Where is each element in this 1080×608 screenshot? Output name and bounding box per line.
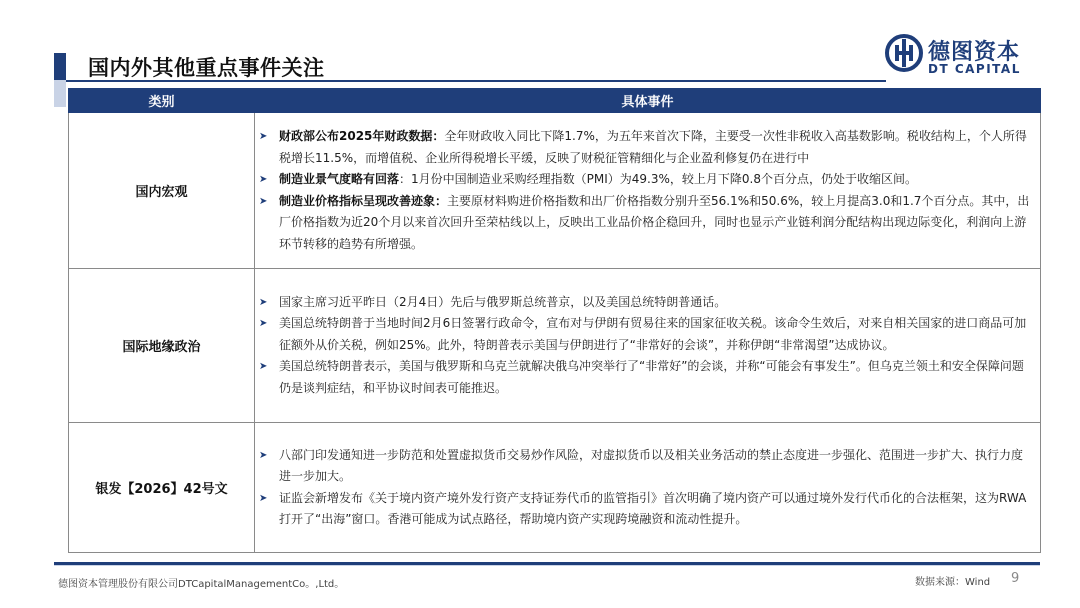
right-arrow-icon: ➤ (259, 195, 268, 207)
row-events (255, 269, 1041, 423)
page-title: 国内外其他重点事件关注 (88, 56, 325, 80)
right-arrow-icon: ➤ (259, 318, 268, 330)
table-header-row (69, 89, 1041, 113)
event-text: ：1月份中国制造业采购经理指数（PMI）为49.3%，较上月下降0.8个百分点，仍处于收缩区间。 (399, 172, 917, 186)
row-category: 国际地缘政治 (69, 269, 255, 423)
footer-divider-light (54, 565, 1040, 566)
table-row (69, 269, 1041, 423)
event-bullet (259, 292, 1032, 314)
event-text: 证监会新增发布《关于境内资产境外发行资产支持证券代币的监管指引》首次明确了境内资产可以通过境外发行代币化的合法框架，这为RWA打开了“出海”窗口。香港可能成为试点路径，帮助境内资产实现跨境融资和流动性提升。 (279, 490, 1027, 526)
event-headline: 财政部公布2025年财政数据： (279, 129, 445, 143)
title-underline (66, 80, 886, 82)
right-arrow-icon: ➤ (259, 449, 268, 461)
row-events (255, 423, 1041, 553)
row-events (255, 113, 1041, 269)
event-bullet (259, 313, 1032, 356)
row-category: 银发【2026】42号文 (69, 423, 255, 553)
table-row (69, 423, 1041, 553)
right-arrow-icon: ➤ (259, 174, 268, 185)
page-number: 9 (1011, 571, 1020, 586)
header-events: 具体事件 (255, 89, 1041, 113)
event-headline: 制造业景气度略有回落 (279, 172, 400, 186)
event-headline: 制造业价格指标呈现改善迹象： (279, 193, 448, 208)
event-bullet (259, 488, 1032, 531)
header-category: 类别 (69, 89, 255, 113)
event-bullet (259, 445, 1032, 488)
event-bullet (259, 356, 1032, 399)
event-bullet (259, 169, 1032, 191)
event-text: 国家主席习近平昨日（2月4日）先后与俄罗斯总统普京，以及美国总统特朗普通话。 (279, 294, 727, 309)
footer-data-source: 数据来源：Wind (915, 577, 991, 588)
right-arrow-icon: ➤ (259, 361, 268, 373)
event-text: 八部门印发通知进一步防范和处置虚拟货币交易炒作风险，对虚拟货币以及相关业务活动的禁止态度进一步强化、范围进一步扩大、执行力度进一步加大。 (279, 447, 1024, 483)
right-arrow-icon: ➤ (259, 131, 268, 142)
event-text: 美国总统特朗普表示，美国与俄罗斯和乌克兰就解决俄乌冲突举行了“非常好”的会谈，并称“可能会有事发生”。但乌克兰领土和安全保障问题仍是谈判症结，和平协议时间表可能推迟。 (279, 359, 1024, 395)
company-logo (884, 33, 1034, 79)
logo-chinese-name: 德图资本 (928, 40, 1021, 65)
event-bullet (259, 126, 1032, 169)
event-text: 全年财政收入同比下降1.7%，为五年来首次下降，主要受一次性非税收入高基数影响。税收结构上，个人所得税增长11.5%，而增值税、企业所得税增长平缓，反映了财税征管精细化与企业盈利修复仍在进行中 (279, 129, 1027, 165)
event-text: 美国总统特朗普于当地时间2月6日签署行政命令，宣布对与伊朗有贸易往来的国家征收关税。该命令生效后，对来自相关国家的进口商品可加征额外从价关税，例如25%。此外，特朗普表示美国与伊朗进行了“非常好的会谈”，并称伊朗“非常渴望”达成协议。 (279, 316, 1027, 352)
dt-capital-logo-icon (884, 33, 924, 73)
title-accent-bar-light (54, 80, 66, 107)
row-category: 国内宏观 (69, 113, 255, 269)
event-text: 主要原材料购进价格指数和出厂价格指数分别升至56.1%和50.6%，较上月提高3.0和1.7个百分点。其中，出厂价格指数为近20个月以来首次回升至荣枯线以上，反映出工业品价格企稳回升，同时也显示产业链利润分配结构出现边际变化，利润向上游环节转移的趋势有所增强。 (279, 193, 1030, 251)
events-table (68, 88, 1041, 553)
table-row (69, 113, 1041, 269)
right-arrow-icon: ➤ (259, 296, 268, 308)
footer-company-name: 德图资本管理股份有限公司DTCapitalManagementCo。,Ltd。 (58, 579, 345, 590)
right-arrow-icon: ➤ (259, 492, 268, 504)
logo-english-name: DT CAPITAL (928, 62, 1021, 76)
event-bullet (259, 191, 1032, 256)
